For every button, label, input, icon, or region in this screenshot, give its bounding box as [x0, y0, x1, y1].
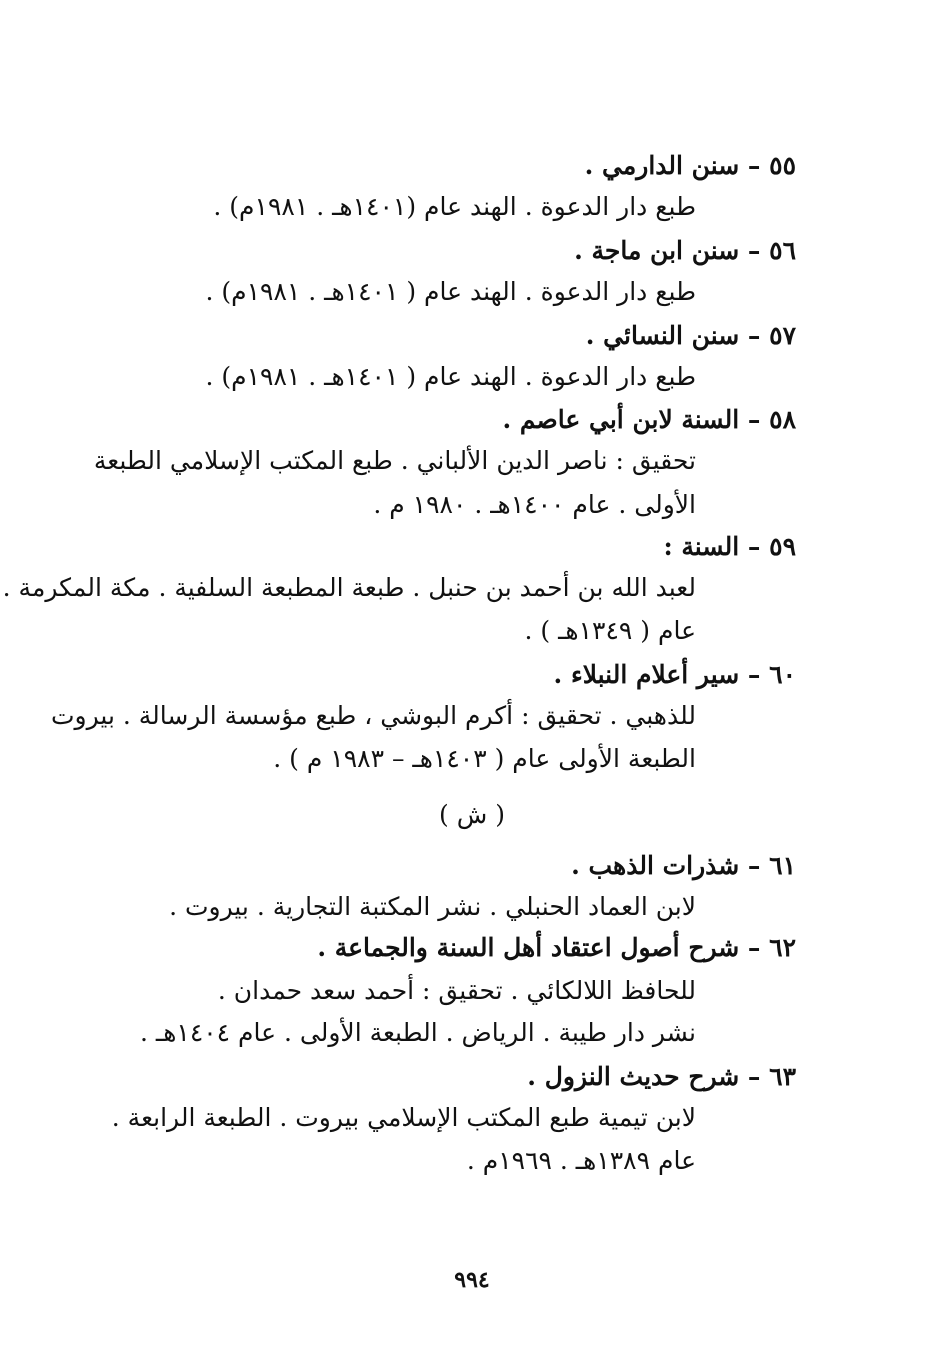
- entry-55-line-1: طبع دار الدعوة . الهند عام (١٤٠١هـ . ١٩٨١م) .: [213, 192, 696, 221]
- entry-56-line-1: طبع دار الدعوة . الهند عام ( ١٤٠١هـ . ١٩٨١م) .: [205, 277, 696, 306]
- section-heading: ( ش ): [439, 800, 505, 829]
- entry-63-line-1: لابن تيمية طبع المكتب الإسلامي بيروت . الطبعة الرابعة .: [111, 1103, 696, 1132]
- entry-63-line-2: عام ١٣٨٩هـ . ١٩٦٩م .: [466, 1146, 696, 1175]
- entry-60-line-1: للذهبي . تحقيق : أكرم البوشي ، طبع مؤسسة الرسالة . بيروت: [51, 701, 696, 730]
- entry-57-line-1: طبع دار الدعوة . الهند عام ( ١٤٠١هـ . ١٩٨١م) .: [205, 362, 696, 391]
- entry-63-title: ٦٣ – شرح حديث النزول .: [527, 1062, 796, 1091]
- entry-62-line-1: للحافظ اللالكائي . تحقيق : أحمد سعد حمدان .: [217, 976, 696, 1005]
- entry-58-line-2: الأولى . عام ١٤٠٠هـ . ١٩٨٠ م .: [373, 490, 696, 519]
- entry-59-line-2: عام ( ١٣٤٩هـ ) .: [524, 616, 696, 645]
- entry-57-title: ٥٧ – سنن النسائي .: [585, 321, 796, 350]
- entry-60-title: ٦٠ – سير أعلام النبلاء .: [553, 660, 796, 689]
- entry-60-line-2: الطبعة الأولى عام ( ١٤٠٣هـ – ١٩٨٣ م ) .: [273, 744, 696, 773]
- entry-59-line-1: لعبد الله بن أحمد بن حنبل . طبعة المطبعة السلفية . مكة المكرمة .: [2, 573, 696, 602]
- entry-59-title: ٥٩ – السنة :: [663, 532, 796, 561]
- entry-62-title: ٦٢ – شرح أصول اعتقاد أهل السنة والجماعة .: [317, 933, 796, 962]
- entry-56-title: ٥٦ – سنن ابن ماجة .: [574, 236, 796, 265]
- entry-62-line-2: نشر دار طيبة . الرياض . الطبعة الأولى . عام ١٤٠٤هـ .: [139, 1018, 696, 1047]
- entry-61-title: ٦١ – شذرات الذهب .: [571, 851, 796, 880]
- entry-58-line-1: تحقيق : ناصر الدين الألباني . طبع المكتب الإسلامي الطبعة: [93, 446, 696, 475]
- entry-61-line-1: لابن العماد الحنبلي . نشر المكتبة التجارية . بيروت .: [169, 892, 696, 921]
- page-number: ٩٩٤: [454, 1267, 490, 1293]
- entry-58-title: ٥٨ – السنة لابن أبي عاصم .: [502, 405, 796, 434]
- entry-55-title: ٥٥ – سنن الدارمي .: [584, 151, 796, 180]
